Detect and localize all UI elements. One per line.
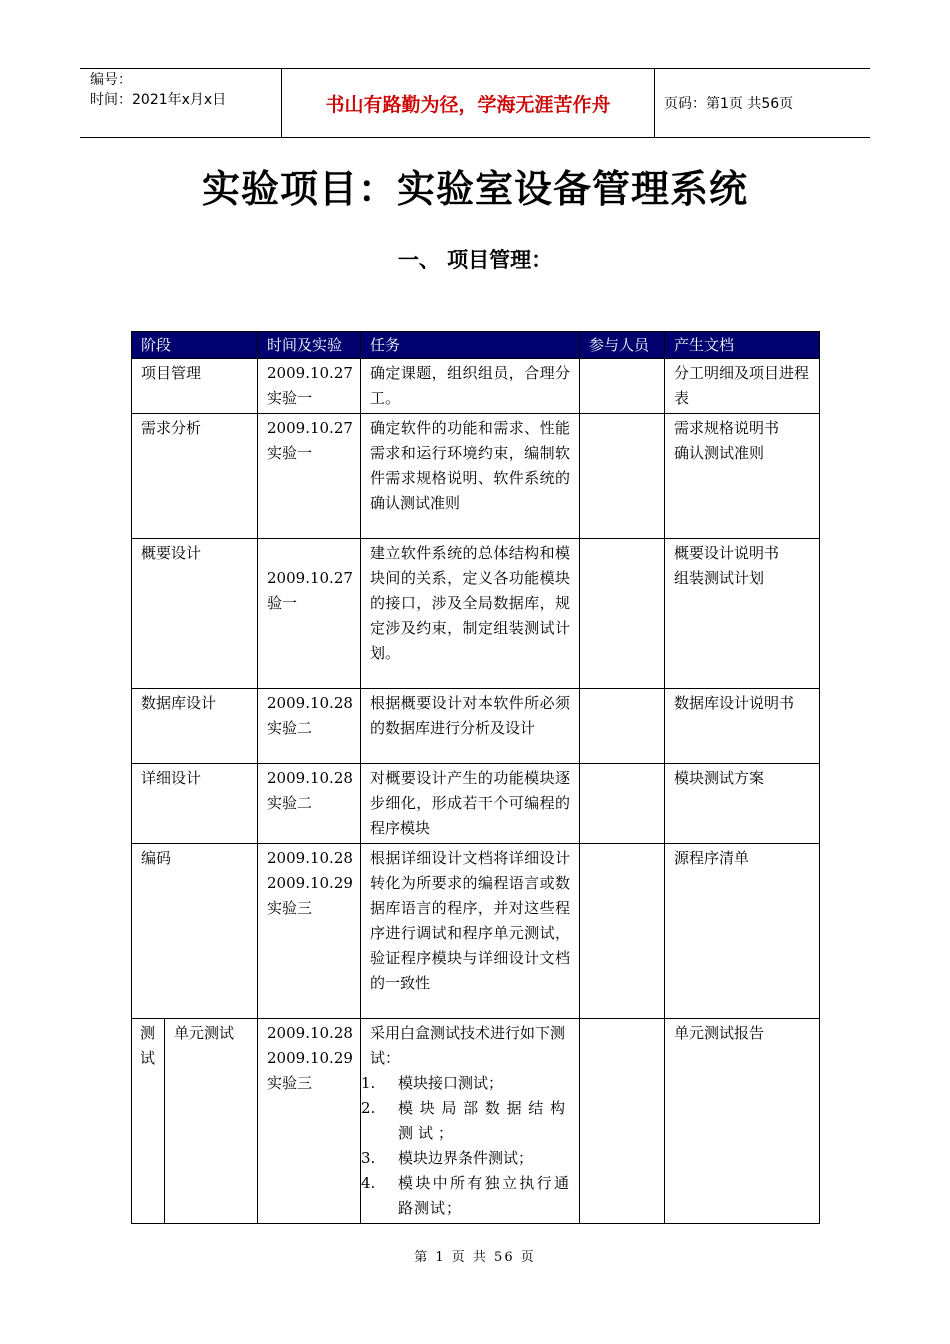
table-row: [132, 689, 820, 764]
stage-cell: 项目管理: [132, 359, 258, 414]
list-text: 模块边界条件测试；: [398, 1149, 534, 1167]
task-cell: 根据概要设计对本软件所必须的数据库进行分析及设计: [361, 689, 580, 764]
people-cell: [580, 414, 665, 539]
docs-cell: 模块测试方案: [665, 764, 820, 844]
time-date: 2009.10.28: [267, 849, 353, 867]
task-cell: 根据详细设计文档将详细设计转化为所要求的编程语言或数据库语言的程序，并对这些程序进行调试和程序单元测试，验证程序模块与详细设计文档的一致性: [361, 844, 580, 1019]
people-cell: [580, 844, 665, 1019]
time-cell: [258, 414, 361, 539]
page-footer: 第 1 页 共 56 页: [414, 1250, 536, 1265]
docs-cell: 数据库设计说明书: [665, 689, 820, 764]
stage-cell: 需求分析: [132, 414, 258, 539]
project-management-table: [131, 331, 820, 1224]
time-date: 2009.10.27: [267, 419, 353, 437]
table-header-row: [132, 332, 820, 359]
doc-item: 需求规格说明书: [674, 419, 780, 437]
task-cell: [361, 1019, 580, 1224]
time-cell: [258, 844, 361, 1019]
header-motto: 书山有路勤为径，学海无涯苦作舟: [281, 69, 655, 137]
time-cell: [258, 359, 361, 414]
number-label: 编号：: [90, 72, 132, 88]
col-header-task: 任务: [361, 332, 580, 359]
time-date: 2009.10.28: [267, 694, 353, 712]
list-text: 模块中所有独立执行通路测试；: [398, 1174, 571, 1217]
task-cell: 确定课题，组织组员，合理分工。: [361, 359, 580, 414]
document-title: 实验项目：实验室设备管理系统: [201, 167, 748, 211]
table-row: [132, 764, 820, 844]
time-lab: 实验三: [267, 1074, 313, 1092]
col-header-people: 参与人员: [580, 332, 665, 359]
doc-item: 组装测试计划: [674, 569, 765, 587]
table-row: [132, 844, 820, 1019]
task-intro: 采用白盒测试技术进行如下测试：: [370, 1024, 566, 1067]
people-cell: [580, 689, 665, 764]
list-number: 1.: [361, 1074, 376, 1092]
people-cell: [580, 764, 665, 844]
time-lab: 实验二: [267, 794, 313, 812]
time-date: 2009.10.27: [267, 364, 353, 382]
time-cell: [258, 1019, 361, 1224]
table-row: [132, 539, 820, 689]
col-header-time: 时间及实验: [258, 332, 361, 359]
people-cell: [580, 539, 665, 689]
docs-cell: 源程序清单: [665, 844, 820, 1019]
doc-item: 概要设计说明书: [674, 544, 780, 562]
docs-cell: [665, 414, 820, 539]
stage-cell: 概要设计: [132, 539, 258, 689]
test-group-label: 测试: [140, 1024, 156, 1067]
stage-cell: 编码: [132, 844, 258, 1019]
list-item: [361, 1146, 570, 1171]
time-date: 2009.10.28: [267, 769, 353, 787]
task-list: [361, 1071, 571, 1221]
time-lab: 验一: [267, 594, 298, 612]
task-cell: 建立软件系统的总体结构和模块间的关系，定义各功能模块的接口，涉及全局数据库，规定涉及约束，制定组装测试计划。: [361, 539, 580, 689]
time-lab: 实验一: [267, 444, 313, 462]
time-date: 2009.10.27: [267, 569, 353, 587]
time-lab: 实验三: [267, 899, 313, 917]
time-date-2: 2009.10.29: [267, 874, 353, 892]
doc-item: 确认测试准则: [674, 444, 765, 462]
docs-cell: 单元测试报告: [665, 1019, 820, 1224]
table-row: [132, 1019, 820, 1224]
time-lab: 实验二: [267, 719, 313, 737]
stage-cell: 数据库设计: [132, 689, 258, 764]
docs-cell: [665, 539, 820, 689]
people-cell: [580, 1019, 665, 1224]
docs-cell: 分工明细及项目进程表: [665, 359, 820, 414]
list-text: 模块接口测试；: [398, 1074, 504, 1092]
time-cell: [258, 539, 361, 689]
page-header: [80, 68, 870, 138]
people-cell: [580, 359, 665, 414]
col-header-stage: 阶段: [132, 332, 258, 359]
list-item: [361, 1071, 570, 1096]
list-item: [361, 1096, 571, 1146]
list-text: 模块局部数据结构测试；: [398, 1099, 571, 1142]
list-number: 3.: [361, 1149, 376, 1167]
section-heading: 一、 项目管理：: [397, 248, 553, 272]
col-header-docs: 产生文档: [665, 332, 820, 359]
list-item: [361, 1171, 571, 1221]
time-cell: [258, 689, 361, 764]
stage-cell: 单元测试: [165, 1019, 258, 1224]
time-lab: 实验一: [267, 389, 313, 407]
task-cell: 对概要设计产生的功能模块逐步细化，形成若干个可编程的程序模块: [361, 764, 580, 844]
stage-cell: 详细设计: [132, 764, 258, 844]
header-page-info: 页码：第1页 共56页: [664, 96, 794, 112]
time-date-2: 2009.10.29: [267, 1049, 353, 1067]
table-row: [132, 359, 820, 414]
list-number: 4.: [361, 1174, 376, 1192]
time-label: 时间：2021年x月x日: [90, 92, 227, 108]
task-cell: 确定软件的功能和需求、性能需求和运行环境约束，编制软件需求规格说明、软件系统的确认测试准则: [361, 414, 580, 539]
time-date: 2009.10.28: [267, 1024, 353, 1042]
table-row: [132, 414, 820, 539]
time-cell: [258, 764, 361, 844]
test-group-cell: [132, 1019, 165, 1224]
list-number: 2.: [361, 1099, 376, 1117]
header-meta: [80, 69, 281, 137]
